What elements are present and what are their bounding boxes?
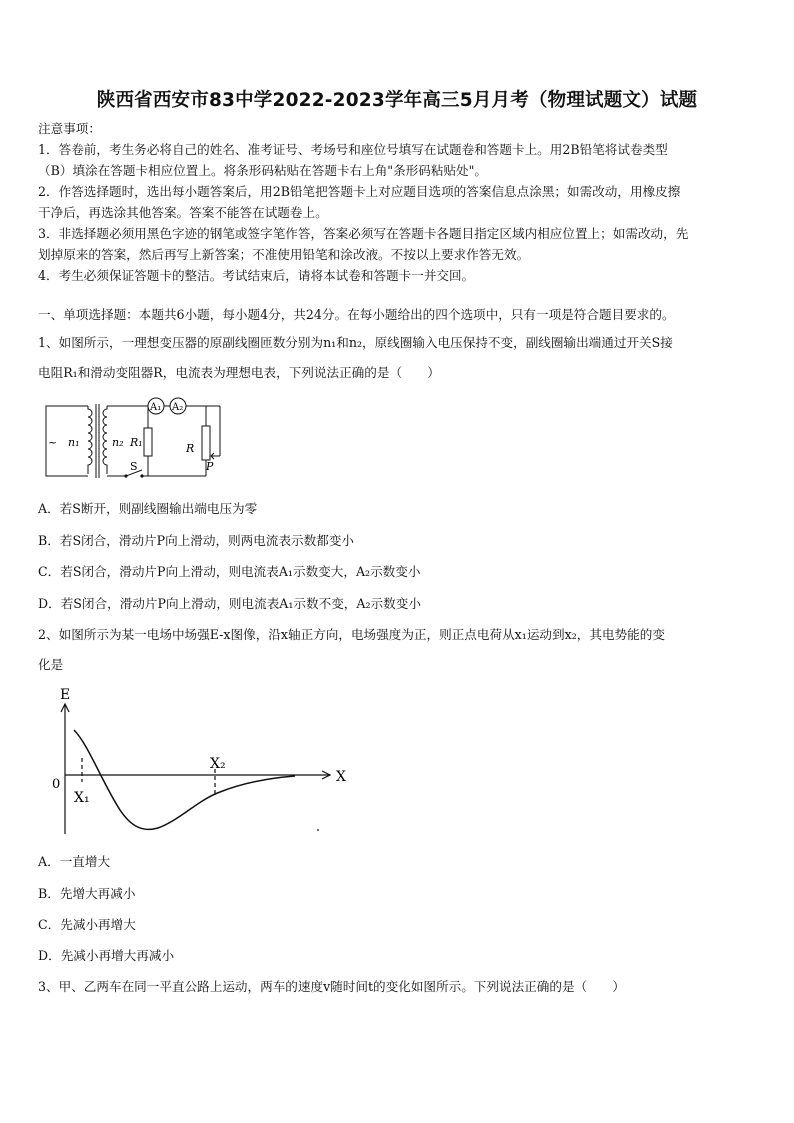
- question-3-text: 3、甲、乙两车在同一平直公路上运动，两车的速度v随时间t的变化如图所示。下列说法正确的是（ ）: [38, 979, 625, 994]
- label-p: P: [206, 460, 214, 473]
- question-2-text-cont: 化是: [38, 657, 64, 672]
- notes-line: 4．考生必须保证答题卡的整洁。考试结束后，请将本试卷和答题卡一并交回。: [38, 268, 475, 283]
- label-n1: n₁: [68, 436, 80, 449]
- question-2-text: 2、如图所示为某一电场中场强E-x图像，沿x轴正方向，电场强度为正，则正点电荷从x₁运动到x₂，其电势能的变: [38, 627, 665, 642]
- section-header: 一、单项选择题：本题共6小题，每小题4分，共24分。在每小题给出的四个选项中，只有一项是符合题目要求的。: [38, 307, 675, 322]
- notes-line: 划掉原来的答案，然后再写上新答案；不准使用铅笔和涂改液。不按以上要求作答无效。: [38, 247, 530, 262]
- q1-option-c: C．若S闭合，滑动片P向上滑动，则电流表A₁示数变大，A₂示数变小: [38, 564, 421, 579]
- label-n2: n₂: [112, 436, 124, 449]
- ammeter-a2-label: A₂: [172, 402, 184, 413]
- q1-option-a: A．若S断开，则副线圈输出端电压为零: [38, 501, 258, 516]
- q1-option-d: D．若S闭合，滑动片P向上滑动，则电流表A₁示数不变，A₂示数变小: [38, 596, 421, 611]
- label-x1: X₁: [74, 790, 90, 806]
- q2-option-c: C．先减小再增大: [38, 917, 136, 932]
- notes-header: 注意事项：: [38, 121, 101, 136]
- axis-label-x: X: [336, 769, 346, 785]
- ac-source-symbol: ~: [48, 436, 58, 449]
- q1-option-b: B．若S闭合，滑动片P向上滑动，则两电流表示数都变小: [38, 533, 355, 548]
- notes-block: [38, 118, 758, 286]
- notes-line: （B）填涂在答题卡相应位置上。将条形码粘贴在答题卡右上角"条形码粘贴处"。: [38, 163, 488, 178]
- notes-line: 1．答卷前，考生务必将自己的姓名、准考证号、考场号和座位号填写在试题卷和答题卡上。用2B铅笔将试卷类型: [38, 142, 668, 157]
- question-1-text-cont: 电阻R₁和滑动变阻器R，电流表为理想电表，下列说法正确的是（ ）: [38, 365, 440, 380]
- notes-line: 干净后，再选涂其他答案。答案不能答在试题卷上。: [38, 205, 328, 220]
- question-1-text: 1、如图所示，一理想变压器的原副线圈匝数分别为n₁和n₂，原线圈输入电压保持不变，副线圈输出端通过开关S接: [38, 335, 673, 350]
- notes-line: 3．非选择题必须用黑色字迹的钢笔或签字笔作答，答案必须写在答题卡各题目指定区域内相应位置上；如需改动，先: [38, 226, 689, 241]
- label-s: S: [130, 460, 138, 473]
- axis-label-e: E: [60, 687, 71, 703]
- page-title: 陕西省西安市83中学2022-2023学年高三5月月考（物理试题文）试题: [96, 90, 698, 111]
- q2-option-b: B．先增大再减小: [38, 886, 136, 901]
- origin-label: 0: [52, 777, 61, 792]
- e-x-graph: [40, 682, 370, 842]
- transformer-circuit-diagram: [38, 394, 228, 486]
- ammeter-a1-label: A₁: [150, 402, 162, 413]
- label-r: R: [186, 442, 195, 455]
- q2-option-d: D．先减小再增大再减小: [38, 948, 175, 963]
- label-r1: R₁: [130, 436, 143, 449]
- label-x2: X₂: [210, 756, 226, 772]
- q2-option-a: A．一直增大: [38, 854, 111, 869]
- notes-line: 2．作答选择题时，选出每小题答案后，用2B铅笔把答题卡上对应题目选项的答案信息点涂黑；如需改动，用橡皮擦: [38, 184, 681, 199]
